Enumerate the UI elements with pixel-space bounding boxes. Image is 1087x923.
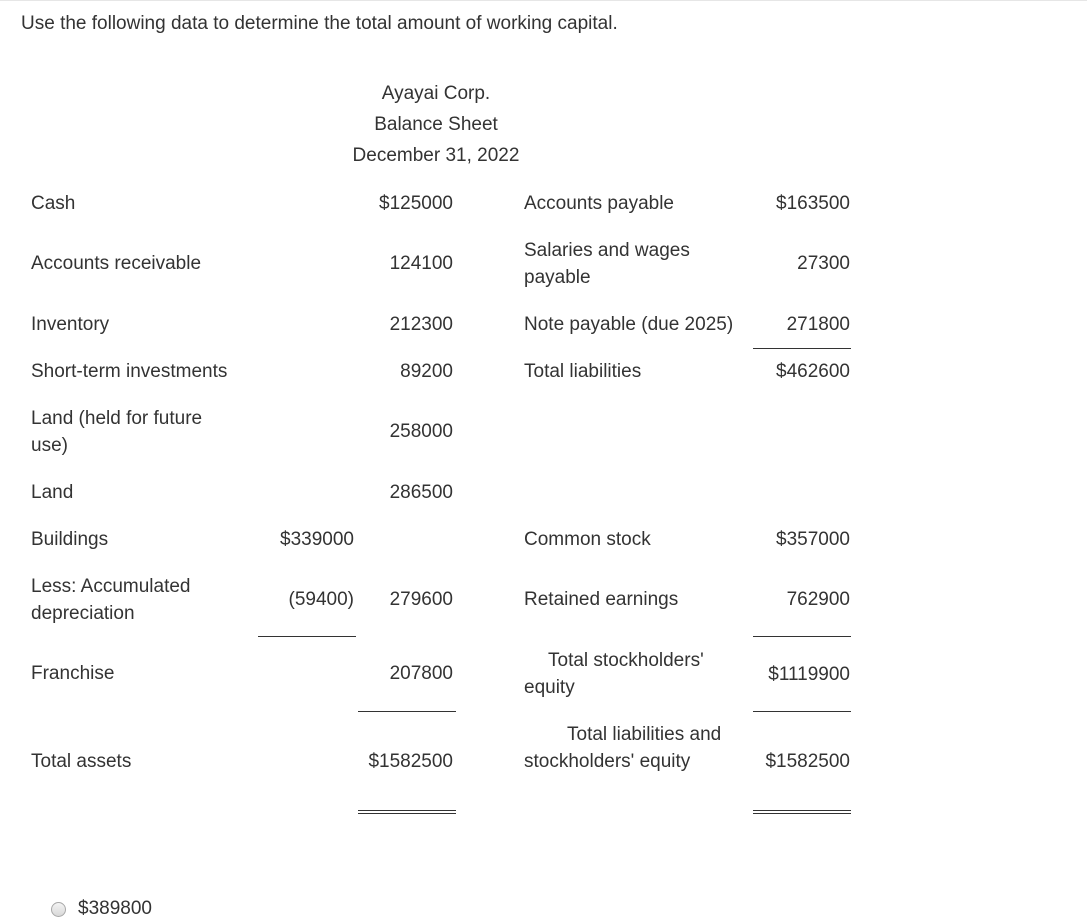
statement-date: December 31, 2022: [352, 145, 520, 166]
common-stock-label: Common stock: [524, 529, 651, 550]
land-label: Land: [31, 482, 74, 503]
retained-earnings-label: Retained earnings: [524, 589, 679, 610]
short-term-investments-value: 89200: [400, 361, 453, 382]
total-liabilities-label: Total liabilities: [524, 361, 642, 382]
accounts-payable-value: $163500: [776, 193, 850, 214]
total-assets-double-rule: [358, 810, 456, 814]
answer-radio[interactable]: [51, 902, 66, 917]
franchise-label: Franchise: [31, 663, 115, 684]
franchise-value: 207800: [389, 663, 453, 684]
total-equity-value: $1119900: [768, 664, 850, 685]
short-term-investments-label: Short-term investments: [31, 361, 228, 382]
buildings-net-value: 279600: [389, 589, 453, 610]
inventory-value: 212300: [389, 314, 453, 335]
cash-value: $125000: [379, 193, 453, 214]
buildings-value: $339000: [280, 529, 354, 550]
accounts-receivable-value: 124100: [389, 253, 453, 274]
total-liabilities-equity-value: $1582500: [765, 751, 850, 772]
question-text: Use the following data to determine the total amount of working capital.: [21, 13, 618, 34]
salaries-payable-label: Salaries and wages payable: [524, 240, 690, 288]
statement-title: Balance Sheet: [374, 114, 498, 135]
cash-label: Cash: [31, 193, 76, 214]
common-stock-value: $357000: [776, 529, 850, 550]
salaries-payable-value: 27300: [797, 253, 850, 274]
accounts-receivable-label: Accounts receivable: [31, 253, 202, 274]
inventory-label: Inventory: [31, 314, 110, 335]
total-liabilities-equity-label: Total liabilities and stockholders' equity: [524, 724, 722, 772]
total-assets-label: Total assets: [31, 751, 132, 772]
accumulated-depreciation-label: Less: Accumulated depreciation: [31, 576, 191, 624]
equity-subtotal-rule: [753, 636, 851, 637]
company-name: Ayayai Corp.: [381, 83, 491, 104]
note-payable-value: 271800: [786, 314, 850, 335]
assets-total-rule: [358, 711, 456, 712]
note-payable-label: Note payable (due 2025): [524, 314, 734, 335]
retained-earnings-value: 762900: [786, 589, 850, 610]
total-equity-label: Total stockholders' equity: [524, 650, 704, 698]
answer-label: $389800: [78, 898, 152, 919]
subtotal-rule: [258, 636, 356, 637]
equity-total-rule: [753, 711, 851, 712]
land-value: 286500: [389, 482, 453, 503]
liabilities-total-rule: [753, 348, 851, 349]
land-future-label: Land (held for future use): [31, 408, 203, 456]
total-assets-value: $1582500: [368, 751, 453, 772]
accounts-payable-label: Accounts payable: [524, 193, 674, 214]
buildings-label: Buildings: [31, 529, 109, 550]
top-divider: [0, 0, 1087, 1]
accumulated-depreciation-value: (59400): [288, 589, 354, 610]
land-future-value: 258000: [389, 421, 453, 442]
answer-option[interactable]: [51, 896, 152, 922]
total-liabilities-equity-double-rule: [753, 810, 851, 814]
total-liabilities-value: $462600: [776, 361, 850, 382]
